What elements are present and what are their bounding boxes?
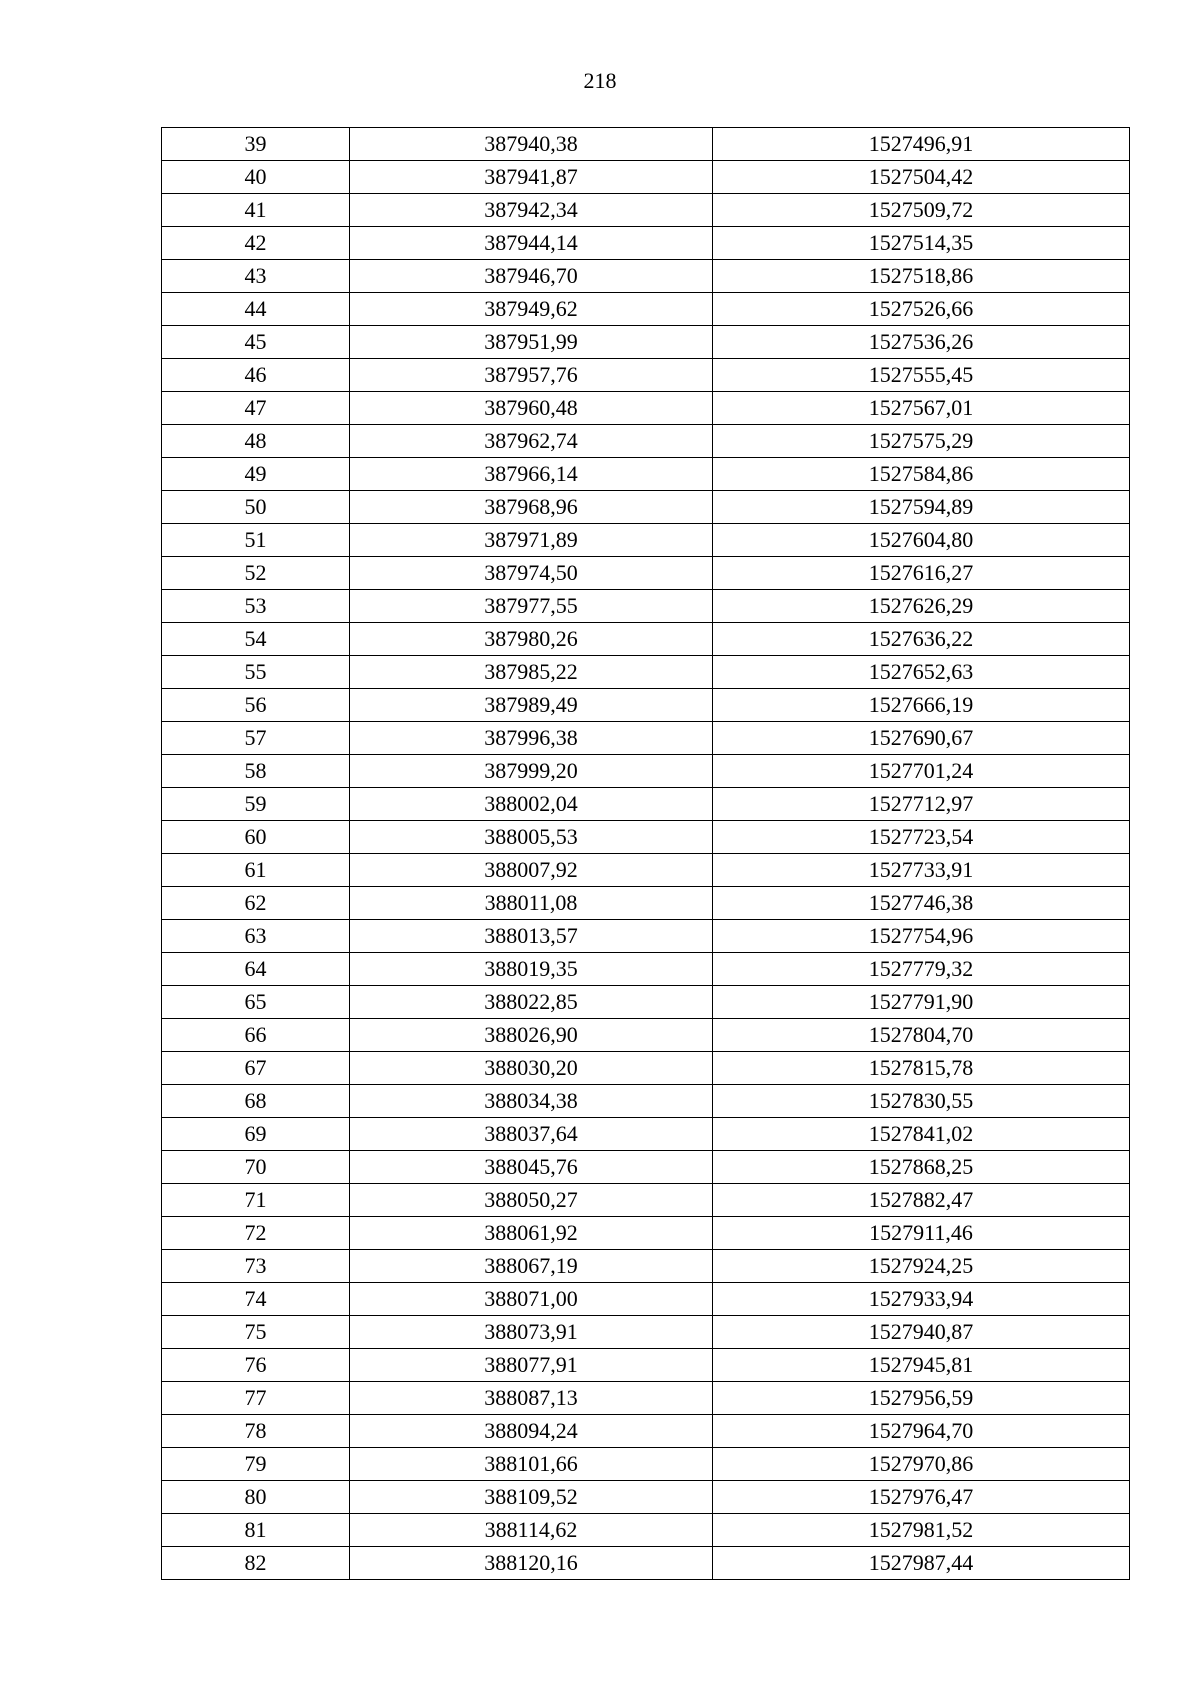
point-number-cell: 57: [162, 722, 350, 755]
x-coordinate-cell: 388026,90: [350, 1019, 713, 1052]
table-row: [162, 1283, 1130, 1316]
y-coordinate-cell: 1527690,67: [713, 722, 1130, 755]
x-coordinate-cell: 388019,35: [350, 953, 713, 986]
x-coordinate-cell: 387966,14: [350, 458, 713, 491]
x-coordinate-cell: 387977,55: [350, 590, 713, 623]
table-row: [162, 788, 1130, 821]
x-coordinate-cell: 387949,62: [350, 293, 713, 326]
table-row: [162, 1019, 1130, 1052]
point-number-cell: 79: [162, 1448, 350, 1481]
point-number-cell: 61: [162, 854, 350, 887]
y-coordinate-cell: 1527723,54: [713, 821, 1130, 854]
point-number-cell: 58: [162, 755, 350, 788]
y-coordinate-cell: 1527779,32: [713, 953, 1130, 986]
x-coordinate-cell: 388120,16: [350, 1547, 713, 1580]
x-coordinate-cell: 387996,38: [350, 722, 713, 755]
x-coordinate-cell: 388030,20: [350, 1052, 713, 1085]
table-row: [162, 425, 1130, 458]
point-number-cell: 73: [162, 1250, 350, 1283]
point-number-cell: 48: [162, 425, 350, 458]
table-row: [162, 1184, 1130, 1217]
table-row: [162, 755, 1130, 788]
point-number-cell: 55: [162, 656, 350, 689]
table-row: [162, 1085, 1130, 1118]
y-coordinate-cell: 1527555,45: [713, 359, 1130, 392]
table-row: [162, 656, 1130, 689]
table-row: [162, 491, 1130, 524]
y-coordinate-cell: 1527536,26: [713, 326, 1130, 359]
table-row: [162, 722, 1130, 755]
point-number-cell: 77: [162, 1382, 350, 1415]
y-coordinate-cell: 1527987,44: [713, 1547, 1130, 1580]
y-coordinate-cell: 1527509,72: [713, 194, 1130, 227]
point-number-cell: 51: [162, 524, 350, 557]
point-number-cell: 49: [162, 458, 350, 491]
table-row: [162, 392, 1130, 425]
x-coordinate-cell: 388013,57: [350, 920, 713, 953]
y-coordinate-cell: 1527841,02: [713, 1118, 1130, 1151]
x-coordinate-cell: 388037,64: [350, 1118, 713, 1151]
table-row: [162, 194, 1130, 227]
table-row: [162, 1382, 1130, 1415]
x-coordinate-cell: 388002,04: [350, 788, 713, 821]
table-row: [162, 293, 1130, 326]
x-coordinate-cell: 388073,91: [350, 1316, 713, 1349]
y-coordinate-cell: 1527518,86: [713, 260, 1130, 293]
table-row: [162, 623, 1130, 656]
table-row: [162, 887, 1130, 920]
point-number-cell: 63: [162, 920, 350, 953]
y-coordinate-cell: 1527981,52: [713, 1514, 1130, 1547]
y-coordinate-cell: 1527945,81: [713, 1349, 1130, 1382]
x-coordinate-cell: 388050,27: [350, 1184, 713, 1217]
point-number-cell: 64: [162, 953, 350, 986]
point-number-cell: 80: [162, 1481, 350, 1514]
y-coordinate-cell: 1527594,89: [713, 491, 1130, 524]
x-coordinate-cell: 388061,92: [350, 1217, 713, 1250]
table-row: [162, 359, 1130, 392]
x-coordinate-cell: 387999,20: [350, 755, 713, 788]
x-coordinate-cell: 388022,85: [350, 986, 713, 1019]
table-row: [162, 1316, 1130, 1349]
table-row: [162, 1349, 1130, 1382]
y-coordinate-cell: 1527940,87: [713, 1316, 1130, 1349]
point-number-cell: 59: [162, 788, 350, 821]
y-coordinate-cell: 1527964,70: [713, 1415, 1130, 1448]
x-coordinate-cell: 388114,62: [350, 1514, 713, 1547]
table-row: [162, 1118, 1130, 1151]
y-coordinate-cell: 1527526,66: [713, 293, 1130, 326]
x-coordinate-cell: 387960,48: [350, 392, 713, 425]
y-coordinate-cell: 1527701,24: [713, 755, 1130, 788]
x-coordinate-cell: 387940,38: [350, 128, 713, 161]
y-coordinate-cell: 1527567,01: [713, 392, 1130, 425]
point-number-cell: 82: [162, 1547, 350, 1580]
table-row: [162, 920, 1130, 953]
point-number-cell: 67: [162, 1052, 350, 1085]
x-coordinate-cell: 387942,34: [350, 194, 713, 227]
x-coordinate-cell: 388034,38: [350, 1085, 713, 1118]
coordinates-table: [161, 127, 1130, 1580]
table-row: [162, 854, 1130, 887]
y-coordinate-cell: 1527584,86: [713, 458, 1130, 491]
x-coordinate-cell: 388077,91: [350, 1349, 713, 1382]
table-row: [162, 1250, 1130, 1283]
point-number-cell: 71: [162, 1184, 350, 1217]
x-coordinate-cell: 387951,99: [350, 326, 713, 359]
table-row: [162, 1481, 1130, 1514]
y-coordinate-cell: 1527933,94: [713, 1283, 1130, 1316]
x-coordinate-cell: 388007,92: [350, 854, 713, 887]
point-number-cell: 53: [162, 590, 350, 623]
x-coordinate-cell: 387944,14: [350, 227, 713, 260]
table-row: [162, 1547, 1130, 1580]
point-number-cell: 45: [162, 326, 350, 359]
x-coordinate-cell: 388045,76: [350, 1151, 713, 1184]
y-coordinate-cell: 1527733,91: [713, 854, 1130, 887]
table-row: [162, 1052, 1130, 1085]
point-number-cell: 65: [162, 986, 350, 1019]
x-coordinate-cell: 388071,00: [350, 1283, 713, 1316]
table-row: [162, 590, 1130, 623]
table-row: [162, 821, 1130, 854]
x-coordinate-cell: 387971,89: [350, 524, 713, 557]
table-row: [162, 986, 1130, 1019]
x-coordinate-cell: 387985,22: [350, 656, 713, 689]
y-coordinate-cell: 1527504,42: [713, 161, 1130, 194]
table-row: [162, 326, 1130, 359]
x-coordinate-cell: 388005,53: [350, 821, 713, 854]
point-number-cell: 78: [162, 1415, 350, 1448]
x-coordinate-cell: 387941,87: [350, 161, 713, 194]
x-coordinate-cell: 387974,50: [350, 557, 713, 590]
point-number-cell: 43: [162, 260, 350, 293]
coordinates-table-body: [162, 128, 1130, 1580]
table-row: [162, 1151, 1130, 1184]
y-coordinate-cell: 1527636,22: [713, 623, 1130, 656]
y-coordinate-cell: 1527626,29: [713, 590, 1130, 623]
table-row: [162, 227, 1130, 260]
x-coordinate-cell: 387980,26: [350, 623, 713, 656]
y-coordinate-cell: 1527575,29: [713, 425, 1130, 458]
point-number-cell: 68: [162, 1085, 350, 1118]
table-row: [162, 1217, 1130, 1250]
y-coordinate-cell: 1527804,70: [713, 1019, 1130, 1052]
y-coordinate-cell: 1527868,25: [713, 1151, 1130, 1184]
table-row: [162, 524, 1130, 557]
x-coordinate-cell: 387946,70: [350, 260, 713, 293]
point-number-cell: 40: [162, 161, 350, 194]
point-number-cell: 74: [162, 1283, 350, 1316]
y-coordinate-cell: 1527956,59: [713, 1382, 1130, 1415]
x-coordinate-cell: 388094,24: [350, 1415, 713, 1448]
point-number-cell: 50: [162, 491, 350, 524]
table-row: [162, 260, 1130, 293]
y-coordinate-cell: 1527791,90: [713, 986, 1130, 1019]
y-coordinate-cell: 1527496,91: [713, 128, 1130, 161]
table-row: [162, 458, 1130, 491]
table-row: [162, 557, 1130, 590]
page-number: 218: [583, 68, 617, 93]
y-coordinate-cell: 1527830,55: [713, 1085, 1130, 1118]
y-coordinate-cell: 1527924,25: [713, 1250, 1130, 1283]
point-number-cell: 81: [162, 1514, 350, 1547]
x-coordinate-cell: 387962,74: [350, 425, 713, 458]
y-coordinate-cell: 1527815,78: [713, 1052, 1130, 1085]
point-number-cell: 72: [162, 1217, 350, 1250]
point-number-cell: 41: [162, 194, 350, 227]
y-coordinate-cell: 1527970,86: [713, 1448, 1130, 1481]
table-row: [162, 689, 1130, 722]
table-row: [162, 953, 1130, 986]
y-coordinate-cell: 1527514,35: [713, 227, 1130, 260]
table-row: [162, 1448, 1130, 1481]
x-coordinate-cell: 387957,76: [350, 359, 713, 392]
point-number-cell: 44: [162, 293, 350, 326]
y-coordinate-cell: 1527652,63: [713, 656, 1130, 689]
x-coordinate-cell: 387989,49: [350, 689, 713, 722]
point-number-cell: 56: [162, 689, 350, 722]
point-number-cell: 54: [162, 623, 350, 656]
point-number-cell: 46: [162, 359, 350, 392]
x-coordinate-cell: 387968,96: [350, 491, 713, 524]
point-number-cell: 39: [162, 128, 350, 161]
y-coordinate-cell: 1527712,97: [713, 788, 1130, 821]
y-coordinate-cell: 1527666,19: [713, 689, 1130, 722]
y-coordinate-cell: 1527604,80: [713, 524, 1130, 557]
point-number-cell: 42: [162, 227, 350, 260]
point-number-cell: 52: [162, 557, 350, 590]
y-coordinate-cell: 1527616,27: [713, 557, 1130, 590]
point-number-cell: 66: [162, 1019, 350, 1052]
table-row: [162, 161, 1130, 194]
x-coordinate-cell: 388109,52: [350, 1481, 713, 1514]
y-coordinate-cell: 1527754,96: [713, 920, 1130, 953]
point-number-cell: 69: [162, 1118, 350, 1151]
x-coordinate-cell: 388011,08: [350, 887, 713, 920]
table-row: [162, 1514, 1130, 1547]
y-coordinate-cell: 1527746,38: [713, 887, 1130, 920]
y-coordinate-cell: 1527911,46: [713, 1217, 1130, 1250]
point-number-cell: 62: [162, 887, 350, 920]
table-row: [162, 128, 1130, 161]
table-row: [162, 1415, 1130, 1448]
x-coordinate-cell: 388067,19: [350, 1250, 713, 1283]
point-number-cell: 76: [162, 1349, 350, 1382]
point-number-cell: 60: [162, 821, 350, 854]
y-coordinate-cell: 1527976,47: [713, 1481, 1130, 1514]
point-number-cell: 75: [162, 1316, 350, 1349]
point-number-cell: 47: [162, 392, 350, 425]
y-coordinate-cell: 1527882,47: [713, 1184, 1130, 1217]
x-coordinate-cell: 388101,66: [350, 1448, 713, 1481]
x-coordinate-cell: 388087,13: [350, 1382, 713, 1415]
point-number-cell: 70: [162, 1151, 350, 1184]
